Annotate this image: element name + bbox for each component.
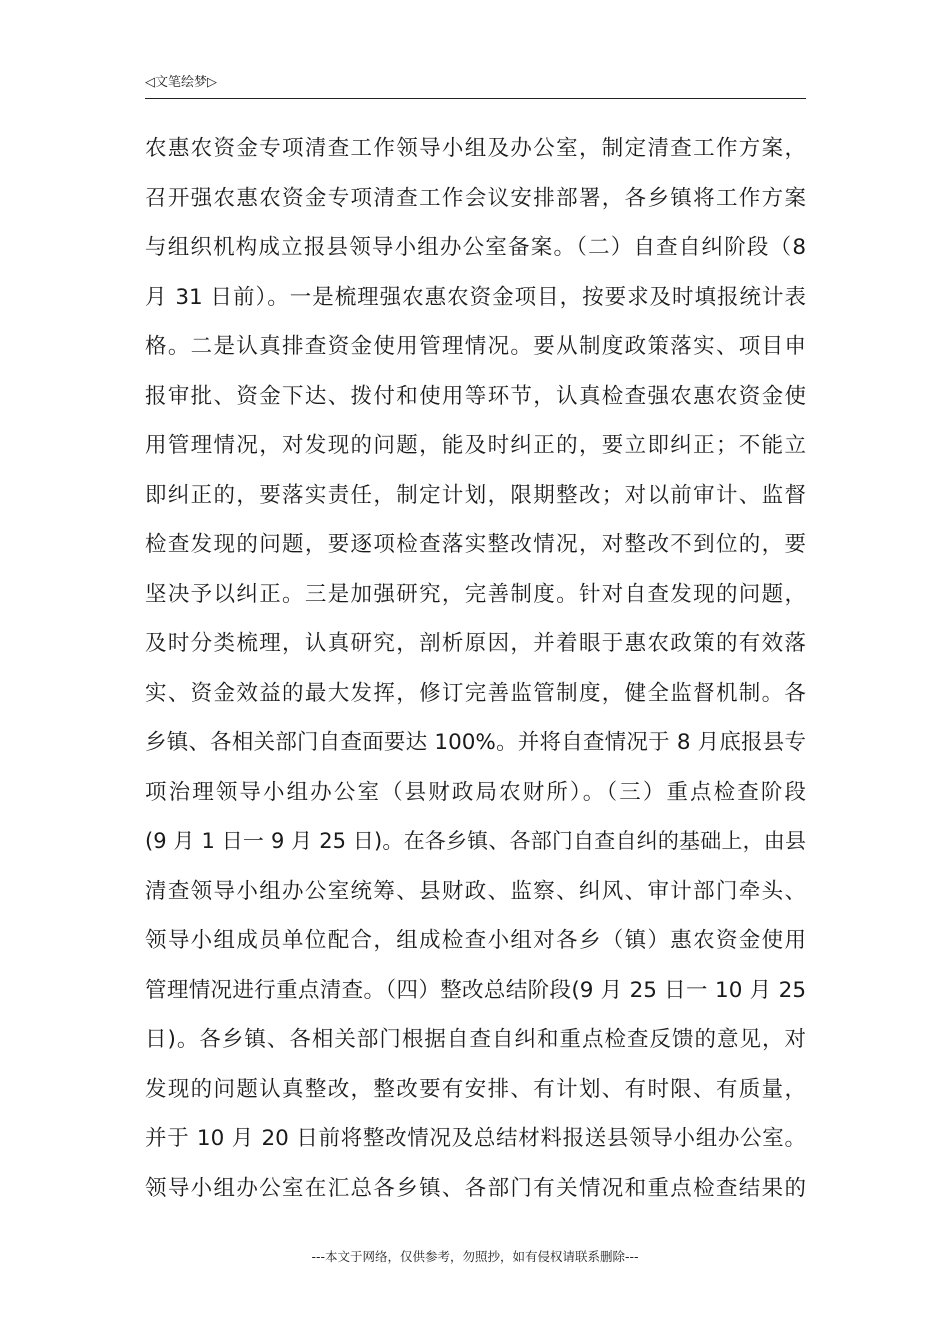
text-line-content: 月 31 日前）。一是梳理强农惠农资金项目，按要求及时填报统计表 (145, 284, 806, 310)
text-line-content: 乡镇、各相关部门自查面要达 100%。并将自查情况于 8 月底报县专 (145, 730, 806, 755)
text-line-content: 领导小组办公室在汇总各乡镇、各部门有关情况和重点检查结果的 (145, 1175, 806, 1201)
text-line (145, 124, 806, 174)
header-logo: ◁文笔绘梦▷ (145, 75, 217, 90)
text-line (145, 1065, 806, 1115)
text-line-content: 报审批、资金下达、拨付和使用等环节，认真检查强农惠农资金使 (145, 383, 806, 409)
text-line (145, 1015, 806, 1065)
document-body (145, 124, 806, 1213)
text-line (145, 867, 806, 917)
text-line (145, 916, 806, 966)
text-line (145, 322, 806, 372)
text-line (145, 372, 806, 422)
text-line-content: 检查发现的问题，要逐项检查落实整改情况，对整改不到位的，要 (145, 532, 806, 557)
text-line-content: 召开强农惠农资金专项清查工作会议安排部署，各乡镇将工作方案 (145, 185, 806, 211)
text-line-content: 日)。各乡镇、各相关部门根据自查自纠和重点检查反馈的意见，对 (145, 1027, 806, 1052)
text-line (145, 570, 806, 620)
text-line-content: 用管理情况，对发现的问题，能及时纠正的，要立即纠正；不能立 (145, 433, 806, 458)
text-line-content: 管理情况进行重点清查。（四）整改总结阶段(9 月 25 日一 10 月 25 (145, 977, 806, 1003)
page-footer-disclaimer: ---本文于网络，仅供参考，勿照抄，如有侵权请联系删除--- (311, 1249, 639, 1264)
text-line (145, 966, 806, 1016)
text-line-content: 发现的问题认真整改，整改要有安排、有计划、有时限、有质量， (145, 1076, 806, 1102)
text-line (145, 619, 806, 669)
text-line-content: 与组织机构成立报县领导小组办公室备案。（二）自查自纠阶段（8 (145, 235, 806, 260)
text-line (145, 520, 806, 570)
text-line-content: 实、资金效益的最大发挥，修订完善监管制度，健全监督机制。各 (145, 680, 806, 706)
text-line (145, 817, 806, 867)
text-line-content: 即纠正的，要落实责任，制定计划，限期整改；对以前审计、监督 (145, 482, 806, 508)
text-line-content: 农惠农资金专项清查工作领导小组及办公室，制定清查工作方案， (145, 136, 806, 161)
text-line (145, 768, 806, 818)
text-line-content: (9 月 1 日一 9 月 25 日)。在各乡镇、各部门自查自纠的基础上，由县 (145, 829, 806, 853)
text-line (145, 1114, 806, 1164)
text-line (145, 223, 806, 273)
text-line-content: 并于 10 月 20 日前将整改情况及总结材料报送县领导小组办公室。 (145, 1126, 806, 1151)
text-line (145, 718, 806, 768)
text-line-content: 清查领导小组办公室统筹、县财政、监察、纠风、审计部门牵头、 (145, 878, 806, 904)
page-header (145, 72, 806, 99)
text-line-content: 坚决予以纠正。三是加强研究，完善制度。针对自查发现的问题， (145, 581, 806, 607)
text-line (145, 174, 806, 224)
text-line (145, 669, 806, 719)
text-line-content: 项治理领导小组办公室（县财政局农财所）。（三）重点检查阶段 (145, 779, 806, 805)
text-line (145, 273, 806, 323)
text-line (145, 421, 806, 471)
text-line-content: 格。二是认真排查资金使用管理情况。要从制度政策落实、项目申 (145, 334, 806, 359)
text-line-content: 领导小组成员单位配合，组成检查小组对各乡（镇）惠农资金使用 (145, 928, 806, 953)
text-line (145, 471, 806, 521)
text-line (145, 1164, 806, 1214)
text-line-content: 及时分类梳理，认真研究，剖析原因，并着眼于惠农政策的有效落 (145, 631, 806, 656)
